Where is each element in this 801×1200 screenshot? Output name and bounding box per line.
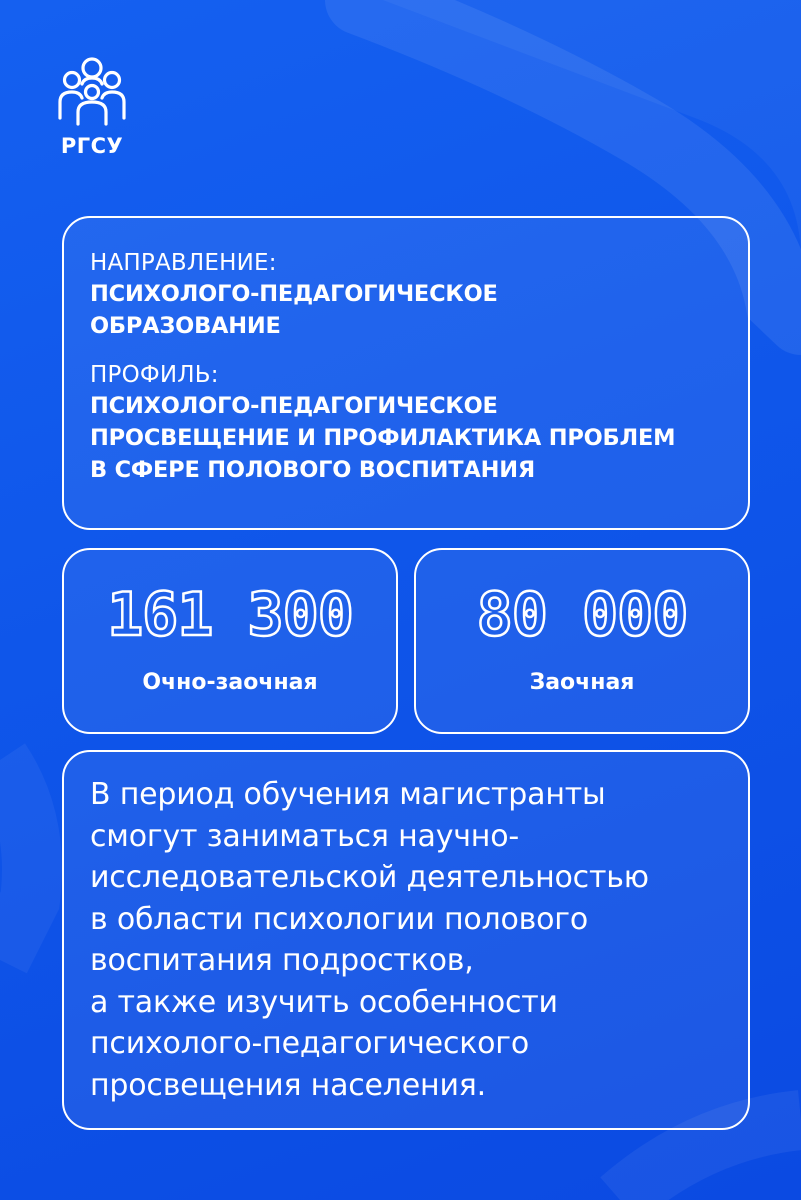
description-line: психолого-педагогического	[90, 1026, 530, 1061]
description-line: воспитания подростков,	[90, 943, 474, 978]
study-mode: Очно-заочная	[142, 670, 318, 695]
study-mode: Заочная	[529, 670, 635, 695]
price-amount: 161 300	[107, 580, 353, 650]
price-card-part-time	[62, 548, 398, 734]
direction-line: ОБРАЗОВАНИЕ	[90, 313, 281, 339]
price-card-extramural	[414, 548, 750, 734]
logo	[52, 56, 132, 166]
profile-line: В СФЕРЕ ПОЛОВОГО ВОСПИТАНИЯ	[90, 457, 536, 483]
profile-line: ПСИХОЛОГО-ПЕДАГОГИЧЕСКОЕ	[90, 393, 498, 419]
people-group-icon	[52, 56, 132, 132]
profile-line: ПРОСВЕЩЕНИЕ И ПРОФИЛАКТИКА ПРОБЛЕМ	[90, 425, 676, 451]
description-line: а также изучить особенности	[90, 984, 558, 1020]
direction-label: НАПРАВЛЕНИЕ:	[90, 250, 277, 276]
description-line: в области психологии полового	[90, 901, 589, 937]
description-line: просвещения населения.	[90, 1067, 486, 1103]
description-line: исследовательской деятельностью	[90, 860, 649, 895]
description-line: смогут заниматься научно-	[90, 818, 519, 854]
profile-label: ПРОФИЛЬ:	[90, 362, 219, 388]
direction-line: ПСИХОЛОГО-ПЕДАГОГИЧЕСКОЕ	[90, 281, 498, 307]
logo-text: РГСУ	[60, 134, 124, 158]
description-card	[62, 750, 750, 1130]
price-amount: 80 000	[476, 580, 688, 650]
description-line: В период обучения магистранты	[90, 777, 606, 812]
program-card	[62, 216, 750, 530]
